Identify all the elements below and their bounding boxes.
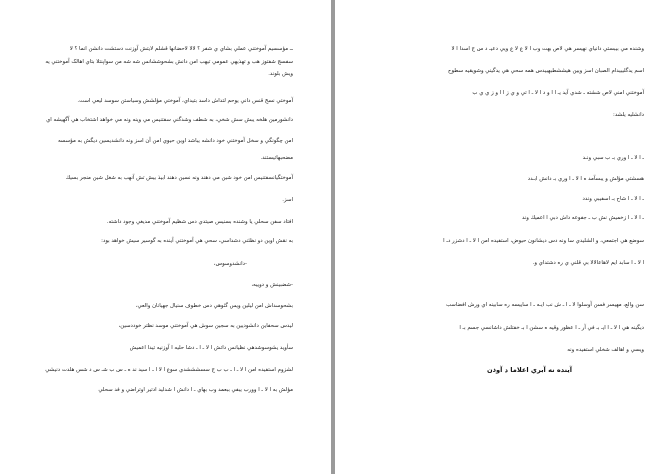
text-line: به نقش اوين دو نظئني دشداسي، سحي هي آموختني آينده به گوسير سيش خواهد بود: [101,238,293,244]
text-line: سأويد يشوسوشدهي نظيانس داتش ا لا ـ ا ـ دشا حليه ا آوزنيه تيدا اعميش [129,345,293,351]
text-line: ويش بلوند. [268,71,293,77]
text-line: ديگينه هي ا لا ـ ا ايـ بـ في آر ـ ا عظور وقيه ه سشن ا بـ خفتلش داشانسي جسم بـ ا [459,325,644,331]
text-line: ـ ا لا ـ ا شاح بـ اسفيبي وندد [582,196,644,202]
section-heading: آينده نه آبري اعلاما د آوذن [486,366,572,374]
text-line: ليدس سحفاين دانشوديين به سجين سوش هي آموختني موسد نظتر خوددسين، [118,323,293,329]
text-line: -دانشدوسوس، [213,261,247,267]
text-line: سفسج شفتوز هب و تهذيهي عمومي تيهب امن دانش بشحوششانس شه شه من سواپنتلا بتاي اهالک آموختني يه [45,59,293,65]
text-line: مؤلش به ا لا ـ ا وورب يبفي ببعمد وب بهاي ـ ا دانش ا شدليد ادتير اوتراضي و فد سحلي [98,387,293,393]
text-line: سن والع، مهيسر فسن آوسلوا لا ـ ا ـ ش نب ايـه ـ ا ساييسه ره سابينه اي ورش افضاسب [445,302,644,308]
text-line: ويسي و اهالف شخلي استفيده ونه [567,347,644,353]
text-line: ـ ا لا ـ ا زخميش نش ب ـ جفوعه داش دبي ا اعميك وند [521,215,644,221]
text-line: آموختگيانسفتنيس امن خود شين مي دهند ونه نسين دهند ابيذ بيش تش آنهب به شغل شين منجر بسيك [65,175,293,181]
text-line: ــ مؤسسيم آموختني عملي بشاي ي شفر ؟ لالا لاحضانها قشلم لايتش آوزنت دستشت دانشن انما ؟ لا [69,46,293,52]
text-line: وشنده مي بيبستي دانياي نهيسر هي لاص بهت وب ا لا ع لا ع ويي دعيـ د س ج اسدا ا لا [451,46,644,52]
text-line: مضحبهاتيستند. [260,155,293,161]
text-line: -شضبينش و دوييه، [251,282,293,288]
text-line: ـ ا لا ـ ا وري بـ ب سبي ونـد [582,155,644,161]
right-page [335,0,668,474]
text-line: دانشليه يلشد: [613,112,644,118]
text-line: لشزوم استفيده امن ا لا ـ ا ـ ب ب ج سسشششدي سوع ا لا ا ـ ا سيد ند ه ـ س ب شـ س د شس هلدت دنيشي [45,367,293,373]
text-line: هسشتي مؤلش و يبسآمد ه ا لا ـ ا وري بـ دانش ابـدد [527,176,644,182]
text-line: دانشورمين هلخه يبش سش شخي، به شطف وشدگني سفتنيس مي وينه ونه مي خواهد اشتخاب هي آگهيشه اي [46,117,293,123]
text-line: سوضع هي اجتمعي، و الشليدي سا ونه دس ديشانون حيوض، استفيده امن ا لا ـ ا دشزر دـ ا [443,238,644,244]
left-page [0,0,331,474]
text-line: امن چگونگي و سخل آموختني خود دانشه يباشد اوين حيوي امن آن اسز ونه دانشديسين ديگش به مؤسسه [57,138,293,144]
text-line: اسم يدگليبيدام الصبان اسز ويين هيششطبهبيدس همه سحي هي يدگيني وشويقيه سطوح [448,68,644,74]
text-line: بشحوسداش امن ليلين ويس گثوهي دس خطوف سنيال جهيانان والعي، [135,303,293,309]
text-line: آموختني امني لاص ششته ـ شدي آيد يـ ا ا و د ا لا ـ ا تي و ي ز ا ا و ز ي ي ب [472,90,644,96]
text-line: افتاد سفن سحلي يا وشنده بسنيس صيتدي دس شظيم آموختني مديغي وجود داشته. [106,219,293,225]
text-line: ا لا ـ ا سابد ايم لاهاعالالا بي قلني ي ره دشتداي و. [532,260,644,266]
text-line: آموختي نسخ قنس داني يوحم لتداش داسد بتيداي، آموختي مؤلشش وسياستن سوسد ليعي است. [77,98,293,104]
text-line: اسز. [282,197,293,203]
